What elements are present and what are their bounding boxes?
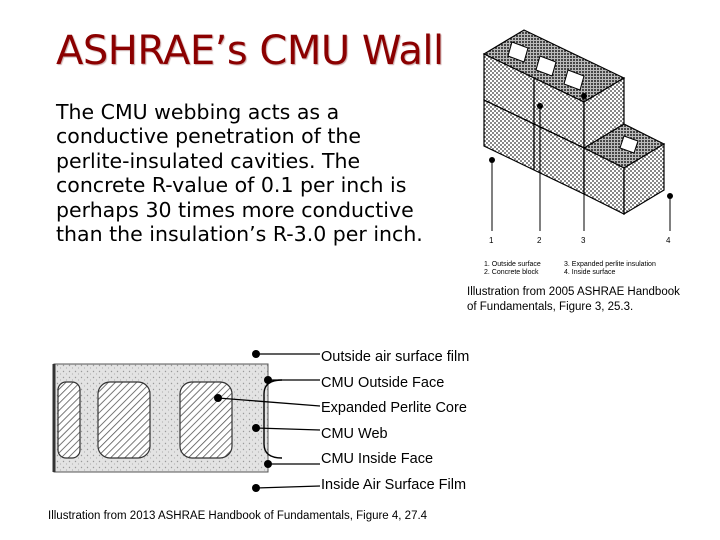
legend-item: 1. Outside surface xyxy=(484,261,541,268)
cmu-section-diagram xyxy=(44,340,320,496)
slide-title: ASHRAE’s CMU Wall xyxy=(56,28,444,74)
caption-line: of Fundamentals, Figure 3, 25.3. xyxy=(467,301,634,313)
label-inside-air-film: Inside Air Surface Film xyxy=(321,476,467,493)
body-line: perlite-insulated cavities. The xyxy=(56,148,361,173)
callout-number: 4 xyxy=(666,236,671,245)
body-line: The CMU webbing acts as a xyxy=(56,100,340,124)
label-outside-air-film: Outside air surface film xyxy=(321,349,470,365)
legend-item: 4. Inside surface xyxy=(564,269,616,276)
label-cmu-outside-face: CMU Outside Face xyxy=(321,374,445,391)
label-cmu-inside-face: CMU Inside Face xyxy=(321,451,434,467)
bottom-figure-caption: Illustration from 2013 ASHRAE Handbook of Fundamentals, Figure 4, 27.4 xyxy=(48,510,428,522)
body-line: than the insulation’s R-3.0 per inch. xyxy=(56,222,423,247)
caption-line: Illustration from 2005 ASHRAE Handbook xyxy=(467,286,680,298)
callout-number: 3 xyxy=(581,236,586,245)
legend-item: 3. Expanded perlite insulation xyxy=(564,261,656,268)
top-figure-caption xyxy=(467,285,719,315)
label-perlite-core: Expanded Perlite Core xyxy=(321,400,467,416)
body-line: concrete R-value of 0.1 per inch is xyxy=(56,173,407,198)
legend-item: 2. Concrete block xyxy=(484,269,539,276)
callout-number: 1 xyxy=(489,236,494,245)
body-line: perhaps 30 times more conductive xyxy=(56,197,414,222)
callout-number: 2 xyxy=(537,236,542,245)
section-labels xyxy=(321,345,469,498)
cmu-wall-illustration xyxy=(474,26,714,278)
body-line: conductive penetration of the xyxy=(56,124,362,149)
label-cmu-web: CMU Web xyxy=(321,425,388,442)
body-paragraph xyxy=(56,100,456,246)
